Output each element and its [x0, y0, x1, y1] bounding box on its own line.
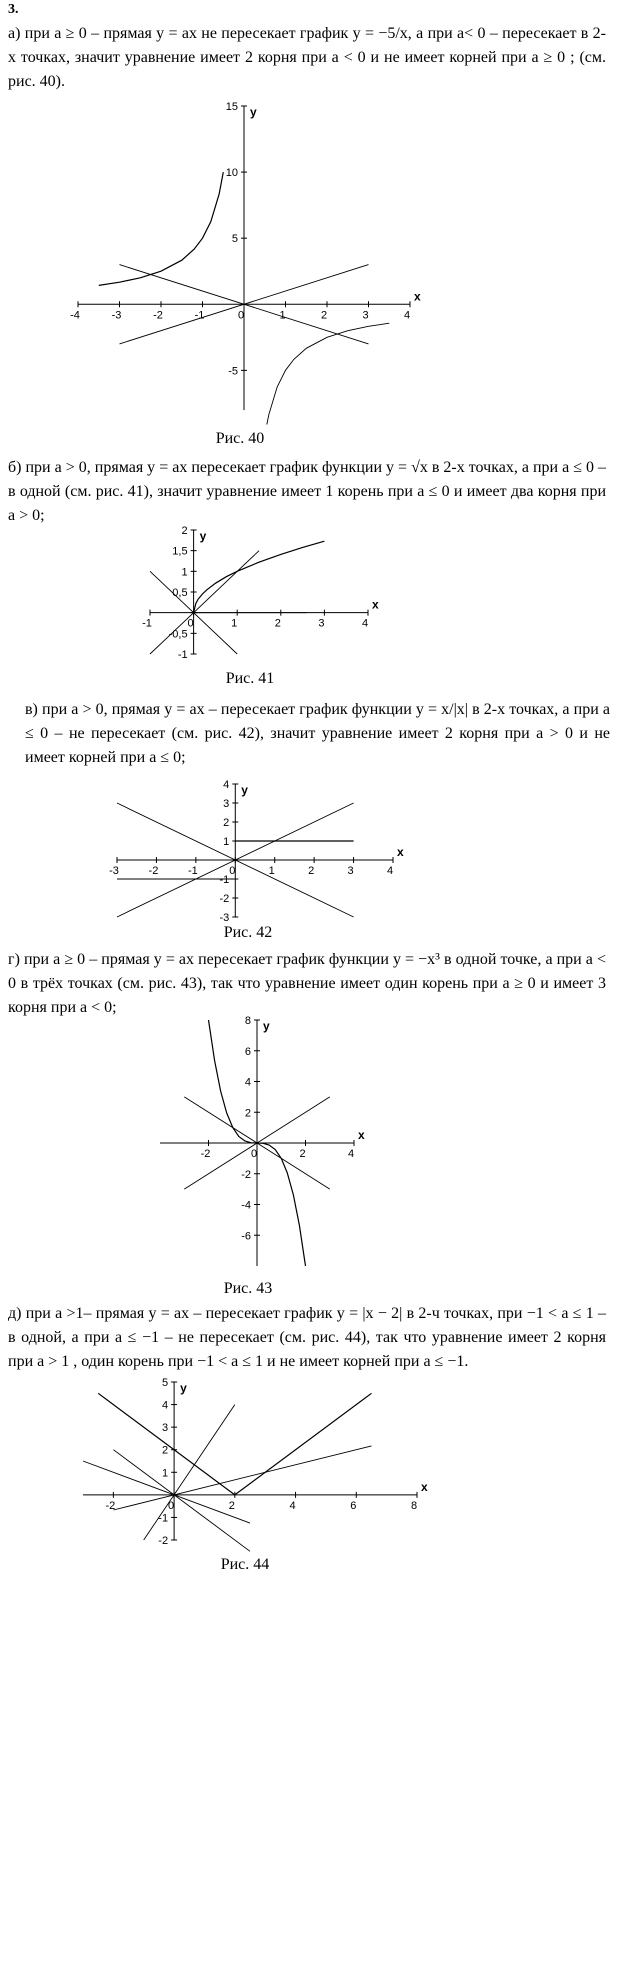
x-axis-label: x: [397, 845, 404, 859]
y-tick-label: -0,5: [168, 628, 188, 641]
series-line: [144, 1405, 235, 1540]
y-tick-label: -1: [219, 874, 230, 886]
x-tick-label: -3: [111, 309, 122, 322]
x-tick-label: -1: [194, 309, 205, 322]
x-axis-label: x: [358, 1128, 365, 1142]
y-tick-label: 4: [161, 1399, 169, 1412]
y-tick-label: 4: [223, 779, 230, 791]
paragraph-e: д) при a >1– прямая y = ax – пересекает график y = |x − 2| в 2-ч точках, при −1 < a ≤ 1 – в одной, а при a ≤ −1 – не пересекает (см. рис. 44), так что уравнение имеет 2 корня при a > 1 , один корень при −1 < a ≤ 1 и не имеет корней при a ≤ −1.: [8, 1305, 606, 1370]
x-tick-label: 1: [268, 865, 275, 877]
x-tick-label: 2: [228, 1499, 235, 1512]
y-tick-label: -5: [228, 365, 238, 378]
y-tick-label: 1: [223, 836, 230, 848]
x-tick-label: 3: [347, 865, 354, 877]
y-tick-label: 2: [223, 817, 230, 829]
chart-fig-42: [95, 776, 415, 931]
x-tick-label: 4: [386, 865, 394, 877]
paragraph-d: г) при a ≥ 0 – прямая y = ax пересекает график функции y = −x³ в одной точке, а при a < 0 в трёх точках (см. рис. 43), так что уравнение имеет один корень при a ≥ 0 и имеет 3 корня при a < 0;: [8, 951, 606, 1016]
y-axis-label: y: [263, 1019, 270, 1033]
x-tick-label: 2: [299, 1148, 306, 1160]
y-tick-label: 1: [181, 566, 188, 579]
x-tick-label: 8: [410, 1499, 418, 1512]
x-tick-label: 2: [274, 617, 281, 630]
y-tick-label: 4: [244, 1076, 251, 1089]
x-tick-label: 4: [289, 1499, 296, 1512]
x-tick-label: 0: [237, 309, 245, 322]
caption-fig-42: Рис. 42: [223, 924, 273, 941]
y-tick-label: 2: [161, 1444, 169, 1457]
y-axis-label: y: [199, 529, 207, 543]
x-tick-label: 0: [168, 1499, 175, 1512]
y-tick-label: 8: [244, 1015, 251, 1027]
x-tick-label: 4: [347, 1148, 355, 1160]
caption-fig-40: Рис. 40: [215, 430, 265, 447]
y-tick-label: 1,5: [172, 545, 188, 558]
x-tick-label: 0: [187, 617, 194, 630]
series-line: [99, 172, 224, 285]
y-tick-label: 10: [225, 167, 238, 180]
x-axis-label: x: [414, 289, 421, 304]
problem-number: 3.: [8, 2, 19, 17]
x-tick-label: 1: [231, 617, 238, 630]
caption-fig-43: Рис. 43: [223, 1280, 273, 1297]
x-tick-label: 3: [318, 617, 325, 630]
y-tick-label: 0,5: [172, 587, 188, 599]
y-tick-label: -4: [241, 1199, 251, 1212]
x-tick-label: -1: [142, 617, 152, 630]
x-tick-label: 2: [308, 865, 315, 877]
chart-fig-41: [120, 522, 390, 672]
x-axis-label: x: [421, 1479, 428, 1494]
x-tick-label: 3: [362, 309, 369, 322]
paragraph-b: б) при a > 0, прямая y = ax пересекает график функции y = √x в 2-х точках, а при a ≤ 0 – в одной (см. рис. 41), значит уравнение имеет 1 корень при a ≤ 0 и имеет два корня при a > 0;: [8, 459, 606, 524]
y-tick-label: 6: [244, 1045, 251, 1058]
y-tick-label: -3: [219, 912, 230, 924]
y-tick-label: 5: [161, 1377, 169, 1389]
x-tick-label: 0: [229, 865, 236, 877]
y-tick-label: -2: [219, 893, 230, 905]
x-tick-label: -2: [105, 1499, 116, 1512]
y-axis-label: y: [250, 105, 257, 119]
x-tick-label: -2: [153, 309, 163, 322]
y-tick-label: 15: [225, 101, 238, 113]
x-tick-label: 4: [361, 617, 369, 630]
y-tick-label: 3: [161, 1422, 169, 1435]
y-tick-label: -1: [158, 1512, 169, 1525]
chart-fig-40: [50, 98, 440, 428]
y-tick-label: 5: [231, 233, 238, 246]
x-tick-label: 0: [250, 1148, 258, 1160]
y-axis-label: y: [180, 1381, 187, 1395]
x-tick-label: -1: [187, 865, 198, 877]
paragraph-c: в) при a > 0, прямая y = ax – пересекает график функции y = x/|x| в 2-х точках, а при a ≤ 0 – не пересекает (см. рис. 42), значит уравнение имеет 2 корня при a > 0 и не имеет корней при a ≤ 0;: [25, 701, 611, 766]
y-tick-label: -6: [241, 1230, 251, 1243]
x-tick-label: -2: [148, 865, 159, 877]
x-tick-label: 2: [320, 309, 328, 322]
y-tick-label: -1: [177, 649, 188, 661]
caption-fig-41: Рис. 41: [225, 670, 275, 687]
x-tick-label: -2: [200, 1148, 211, 1160]
y-tick-label: 3: [223, 798, 230, 810]
caption-fig-44: Рис. 44: [220, 1556, 270, 1573]
x-tick-label: -3: [109, 865, 119, 877]
chart-fig-44: [55, 1376, 445, 1556]
series-line: [267, 323, 390, 424]
series-line: [150, 551, 259, 654]
y-tick-label: 1: [161, 1467, 169, 1480]
x-tick-label: 1: [279, 309, 286, 322]
chart-fig-43: [140, 1012, 380, 1282]
x-tick-label: 6: [350, 1499, 357, 1512]
series-line: [194, 541, 325, 613]
y-tick-label: 2: [181, 525, 188, 537]
y-tick-label: -2: [241, 1168, 251, 1181]
x-tick-label: -4: [70, 309, 80, 322]
paragraph-a: а) при a ≥ 0 – прямая y = ax не пересекает график y = −5/x, а при a< 0 – пересекает в 2-х точках, значит уравнение имеет 2 корня при a < 0 и не имеет корней при a ≥ 0 ; (см. рис. 40).: [8, 25, 606, 90]
x-tick-label: 4: [403, 309, 411, 322]
y-tick-label: -2: [158, 1535, 169, 1547]
y-axis-label: y: [241, 783, 248, 797]
x-axis-label: x: [372, 597, 379, 612]
y-tick-label: 2: [244, 1107, 251, 1120]
